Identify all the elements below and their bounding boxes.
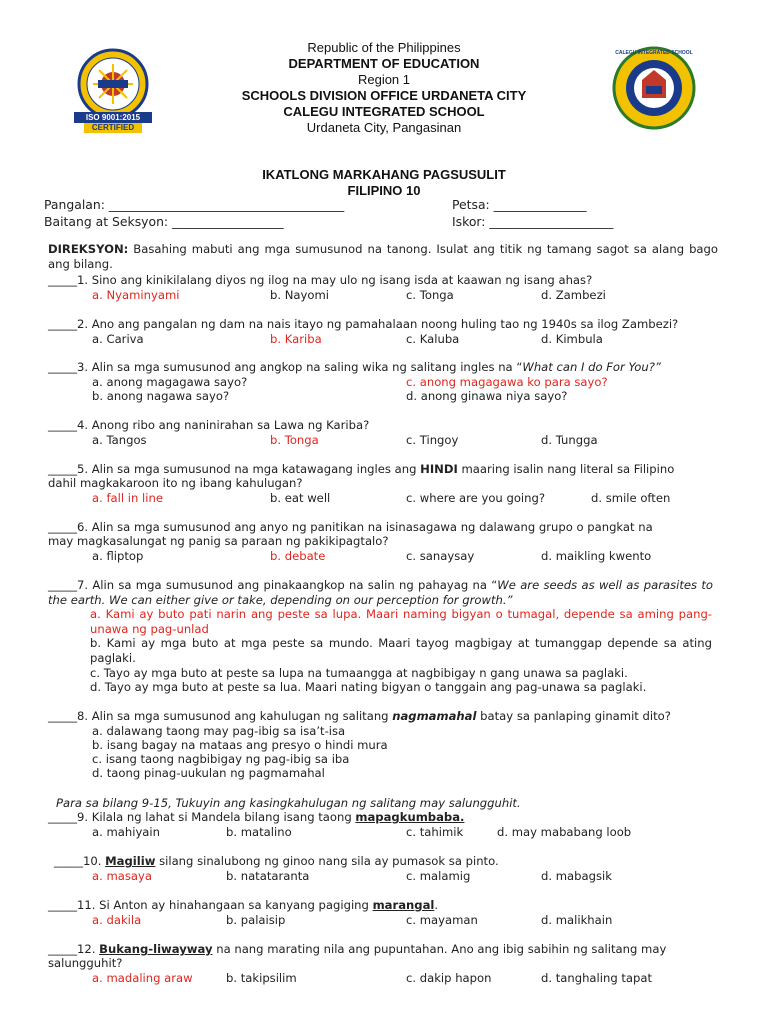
q12-option-a[interactable]: a. madaling araw bbox=[92, 971, 193, 985]
q9-option-b[interactable]: b. matalino bbox=[226, 825, 292, 839]
question-12-text-1: _____12. bbox=[48, 942, 100, 956]
q7-option-a[interactable]: a. Kami ay buto pati narin ang peste sa lupa. Maari naming bigyan o tumagal, depende sa aming pang-unawa ng pag-unlad bbox=[90, 607, 712, 636]
q11-option-b[interactable]: b. palaisip bbox=[226, 913, 286, 927]
q1-option-d[interactable]: d. Zambezi bbox=[541, 288, 606, 302]
directions-text: Basahing mabuti ang mga sumusunod na tanong. Isulat ang titik ng tamang sagot sa alang bago ang bilang. bbox=[48, 242, 718, 271]
question-10 bbox=[54, 854, 499, 868]
department-line: DEPARTMENT OF EDUCATION bbox=[288, 56, 480, 71]
question-11-text-2: . bbox=[434, 898, 439, 912]
q1-option-b[interactable]: b. Nayomi bbox=[270, 288, 329, 302]
q4-option-b[interactable]: b. Tonga bbox=[270, 433, 319, 447]
q6-option-a[interactable]: a. fliptop bbox=[92, 549, 144, 563]
exam-title: IKATLONG MARKAHANG PAGSUSULIT bbox=[262, 167, 506, 182]
question-3-quote: What can I do For You?” bbox=[522, 360, 661, 374]
question-11 bbox=[48, 898, 438, 912]
question-12-word: Bukang-liwayway bbox=[99, 942, 213, 956]
question-9-text: _____9. Kilala ng lahat si Mandela bilang isang taong bbox=[48, 810, 356, 824]
question-12 bbox=[48, 942, 666, 956]
score-field[interactable]: Iskor: ____________________ bbox=[452, 214, 614, 229]
republic-line: Republic of the Philippines bbox=[307, 40, 461, 55]
q3-option-b[interactable]: b. anong nagawa sayo? bbox=[92, 389, 230, 403]
question-10-word: Magiliw bbox=[105, 854, 156, 868]
q12-option-c[interactable]: c. dakip hapon bbox=[406, 971, 492, 985]
directions-label: DIREKSYON: bbox=[48, 242, 129, 256]
q10-option-b[interactable]: b. natataranta bbox=[226, 869, 310, 883]
school-seal-text: CALEGU INTEGRATED SCHOOL bbox=[615, 50, 693, 56]
question-2: _____2. Ano ang pangalan ng dam na nais itayo ng pamahalaan noong huling tao ng 1940s sa ilog Zambezi? bbox=[48, 317, 679, 331]
question-12-line-2: salungguhit? bbox=[48, 956, 123, 970]
question-6-line-2: may magkasalungat ng panig sa paraan ng pakikipagtalo? bbox=[48, 534, 389, 548]
q4-option-a[interactable]: a. Tangos bbox=[92, 433, 147, 447]
q2-option-d[interactable]: d. Kimbula bbox=[541, 332, 603, 346]
question-5-hindi: HINDI bbox=[420, 462, 458, 476]
q2-option-c[interactable]: c. Kaluba bbox=[406, 332, 460, 346]
question-8-word: nagmamahal bbox=[392, 709, 477, 723]
q3-option-c[interactable]: c. anong magagawa ko para sayo? bbox=[406, 375, 608, 389]
iso-label: ISO 9001:2015 bbox=[85, 113, 141, 122]
name-field[interactable]: Pangalan: ______________________________________ bbox=[44, 197, 345, 212]
q2-option-a[interactable]: a. Cariva bbox=[92, 332, 144, 346]
question-10-text-2: silang sinalubong ng ginoo nang sila ay pumasok sa pinto. bbox=[155, 854, 499, 868]
q10-option-c[interactable]: c. malamig bbox=[406, 869, 471, 883]
question-7 bbox=[48, 578, 713, 607]
q8-option-d[interactable]: d. taong pinag-uukulan ng pagmamahal bbox=[92, 766, 325, 780]
q4-option-c[interactable]: c. Tingoy bbox=[406, 433, 459, 447]
q5-option-a[interactable]: a. fall in line bbox=[92, 491, 163, 505]
section-field[interactable]: Baitang at Seksyon: __________________ bbox=[44, 214, 284, 229]
question-8-text-2: batay sa panlaping ginamit dito? bbox=[476, 709, 671, 723]
exam-subject: FILIPINO 10 bbox=[347, 183, 421, 198]
q11-option-c[interactable]: c. mayaman bbox=[406, 913, 478, 927]
city-line: Urdaneta City, Pangasinan bbox=[306, 120, 462, 135]
q6-option-d[interactable]: d. maikling kwento bbox=[541, 549, 652, 563]
q1-option-c[interactable]: c. Tonga bbox=[406, 288, 454, 302]
question-7-text: _____7. Alin sa mga sumusunod ang pinakaangkop na salin ng pahayag na “ bbox=[48, 578, 498, 592]
question-9 bbox=[48, 810, 464, 824]
question-4: _____4. Anong ribo ang naninirahan sa Lawa ng Kariba? bbox=[48, 418, 370, 432]
q9-option-a[interactable]: a. mahiyain bbox=[92, 825, 160, 839]
q8-option-c[interactable]: c. isang taong nagbibigay ng pag-ibig sa iba bbox=[92, 752, 350, 766]
question-1: _____1. Sino ang kinikilalang diyos ng ilog na may ulo ng isang isda at kaawan ng isang ahas? bbox=[48, 273, 593, 287]
region-line: Region 1 bbox=[357, 72, 411, 87]
q8-option-b[interactable]: b. isang bagay na mataas ang presyo o hindi mura bbox=[92, 738, 388, 752]
question-3-text: _____3. Alin sa mga sumusunod ang angkop na saling wika ng salitang ingles na “ bbox=[48, 360, 523, 374]
q10-option-d[interactable]: d. mabagsik bbox=[541, 869, 612, 883]
question-6: _____6. Alin sa mga sumusunod ang anyo ng panitikan na isinasagawa ng dalawang grupo o pangkat na bbox=[48, 520, 653, 534]
question-3 bbox=[48, 360, 661, 374]
q5-option-c[interactable]: c. where are you going? bbox=[406, 491, 545, 505]
question-5-text-2: maaring isalin nang literal sa Filipino bbox=[457, 462, 675, 476]
q7-option-c[interactable]: c. Tayo ay mga buto at peste sa lupa na tumaangga at nagbibigay n gang unawa sa paglaki. bbox=[90, 666, 628, 680]
question-11-word: marangal bbox=[372, 898, 435, 912]
q3-option-a[interactable]: a. anong magagawa sayo? bbox=[92, 375, 248, 389]
question-5-line-2: dahil magkakaroon ito ng ibang kahulugan? bbox=[48, 476, 303, 490]
q11-option-d[interactable]: d. malikhain bbox=[541, 913, 613, 927]
q10-option-a[interactable]: a. masaya bbox=[92, 869, 152, 883]
q12-option-b[interactable]: b. takipsilim bbox=[226, 971, 297, 985]
directions bbox=[48, 242, 718, 271]
certified-label: CERTIFIED bbox=[91, 123, 135, 132]
section-instruction: Para sa bilang 9-15, Tukuyin ang kasingkahulugan ng salitang may salungguhit. bbox=[56, 796, 521, 810]
question-11-text-1: _____11. Si Anton ay hinahangaan sa kanyang pagiging bbox=[48, 898, 373, 912]
q9-option-c[interactable]: c. tahimik bbox=[406, 825, 464, 839]
division-line: SCHOOLS DIVISION OFFICE URDANETA CITY bbox=[241, 88, 527, 103]
q6-option-b[interactable]: b. debate bbox=[270, 549, 326, 563]
question-12-text-2: na nang marating nila ang pupuntahan. Ano ang ibig sabihin ng salitang may bbox=[212, 942, 667, 956]
q3-option-d[interactable]: d. anong ginawa niya sayo? bbox=[406, 389, 568, 403]
q4-option-d[interactable]: d. Tungga bbox=[541, 433, 598, 447]
q1-option-a[interactable]: a. Nyaminyami bbox=[92, 288, 180, 302]
question-5-text-1: _____5. Alin sa mga sumusunod na mga katawagang ingles ang bbox=[48, 462, 421, 476]
question-10-text-1: _____10. bbox=[54, 854, 106, 868]
question-8-text-1: _____8. Alin sa mga sumusunod ang kahulugan ng salitang bbox=[48, 709, 393, 723]
question-7-quote: We are seeds as well as parasites to the earth. We can either give or take, depending on our perception for growth.” bbox=[48, 578, 713, 607]
q5-option-b[interactable]: b. eat well bbox=[270, 491, 331, 505]
q12-option-d[interactable]: d. tanghaling tapat bbox=[541, 971, 653, 985]
question-5 bbox=[48, 462, 674, 476]
school-line: CALEGU INTEGRATED SCHOOL bbox=[283, 104, 485, 119]
q11-option-a[interactable]: a. dakila bbox=[92, 913, 142, 927]
q7-option-d[interactable]: d. Tayo ay mga buto at peste sa lua. Maari nating bigyan o tanggain ang pag-unawa sa paglaki. bbox=[90, 680, 647, 694]
q5-option-d[interactable]: d. smile often bbox=[591, 491, 671, 505]
q8-option-a[interactable]: a. dalawang taong may pag-ibig sa isa’t-isa bbox=[92, 724, 346, 738]
date-field[interactable]: Petsa: _______________ bbox=[452, 197, 587, 212]
question-8 bbox=[48, 709, 671, 723]
q2-option-b[interactable]: b. Kariba bbox=[270, 332, 322, 346]
q9-option-d[interactable]: d. may mababang loob bbox=[497, 825, 632, 839]
question-9-word: mapagkumbaba. bbox=[355, 810, 465, 824]
q6-option-c[interactable]: c. sanaysay bbox=[406, 549, 475, 563]
q7-option-b[interactable]: b. Kami ay mga buto at mga peste sa mundo. Maari tayog magbigay at tumanggap depende sa ating paglaki. bbox=[90, 636, 712, 665]
